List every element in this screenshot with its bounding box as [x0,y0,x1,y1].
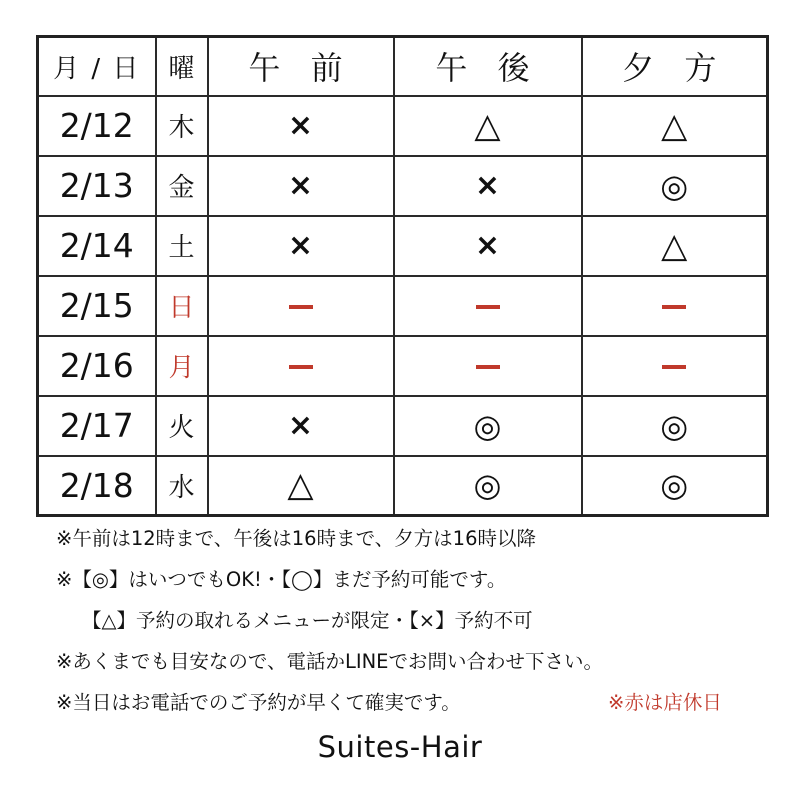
date-cell: 2/16 [38,336,156,396]
date-cell: 2/14 [38,216,156,276]
morning-slot-cell [208,396,394,456]
date-cell: 2/12 [38,96,156,156]
morning-slot-cell [208,456,394,516]
available-double-circle-icon: ◎ [660,466,689,505]
weekday-cell: 水 [156,456,208,516]
afternoon-slot-cell [394,456,582,516]
table-row [38,156,768,216]
date-cell: 2/13 [38,156,156,216]
limited-triangle-icon: △ [474,105,501,146]
unavailable-x-icon: × [287,408,314,443]
closed-dash-icon [289,365,313,369]
afternoon-slot-cell [394,336,582,396]
weekday-cell: 日 [156,276,208,336]
table-row [38,396,768,456]
evening-slot-cell [582,396,768,456]
schedule-table [36,35,769,517]
notes [56,518,776,723]
evening-slot-cell [582,96,768,156]
table-row [38,216,768,276]
morning-slot-cell [208,156,394,216]
limited-triangle-icon: △ [661,225,688,266]
evening-slot-cell [582,336,768,396]
note-legend-1: ※【◎】はいつでもOK!・【◯】まだ予約可能です。 [56,568,507,591]
available-double-circle-icon: ◎ [660,406,689,445]
weekday-cell: 土 [156,216,208,276]
evening-slot-cell [582,276,768,336]
closed-dash-icon [476,365,500,369]
unavailable-x-icon: × [287,168,314,203]
available-double-circle-icon: ◎ [660,166,689,205]
note-closed-days: ※赤は店休日 [608,691,722,714]
weekday-cell: 金 [156,156,208,216]
header-weekday: 曜 [156,37,208,96]
afternoon-slot-cell [394,216,582,276]
unavailable-x-icon: × [287,108,314,143]
header-date: 月 / 日 [38,37,156,96]
morning-slot-cell [208,336,394,396]
table-row [38,96,768,156]
header-morning: 午 前 [208,37,394,96]
note-guideline: ※あくまでも目安なので、電話かLINEでお問い合わせ下さい。 [56,650,603,673]
unavailable-x-icon: × [474,168,501,203]
header-evening: 夕 方 [582,37,768,96]
available-double-circle-icon: ◎ [473,466,502,505]
unavailable-x-icon: × [287,228,314,263]
morning-slot-cell [208,276,394,336]
morning-slot-cell [208,216,394,276]
afternoon-slot-cell [394,156,582,216]
unavailable-x-icon: × [474,228,501,263]
table-row [38,456,768,516]
note-same-day [56,682,776,723]
evening-slot-cell [582,156,768,216]
weekday-cell: 木 [156,96,208,156]
date-cell: 2/18 [38,456,156,516]
afternoon-slot-cell [394,396,582,456]
note-hours: ※午前は12時まで、午後は16時まで、夕方は16時以降 [56,527,536,550]
limited-triangle-icon: △ [661,105,688,146]
available-double-circle-icon: ◎ [473,406,502,445]
table-row [38,276,768,336]
closed-dash-icon [662,305,686,309]
date-cell: 2/15 [38,276,156,336]
header-afternoon: 午 後 [394,37,582,96]
limited-triangle-icon: △ [287,465,314,506]
note-same-day-text: ※当日はお電話でのご予約が早くて確実です。 [56,691,461,714]
morning-slot-cell [208,96,394,156]
evening-slot-cell [582,456,768,516]
date-cell: 2/17 [38,396,156,456]
weekday-cell: 月 [156,336,208,396]
header-row [38,37,768,96]
closed-dash-icon [289,305,313,309]
note-legend-2: 【△】予約の取れるメニューが限定・【×】予約不可 [82,609,533,632]
closed-dash-icon [662,365,686,369]
afternoon-slot-cell [394,276,582,336]
weekday-cell: 火 [156,396,208,456]
brand-name: Suites-Hair [317,730,483,764]
afternoon-slot-cell [394,96,582,156]
closed-dash-icon [476,305,500,309]
table-row [38,336,768,396]
evening-slot-cell [582,216,768,276]
